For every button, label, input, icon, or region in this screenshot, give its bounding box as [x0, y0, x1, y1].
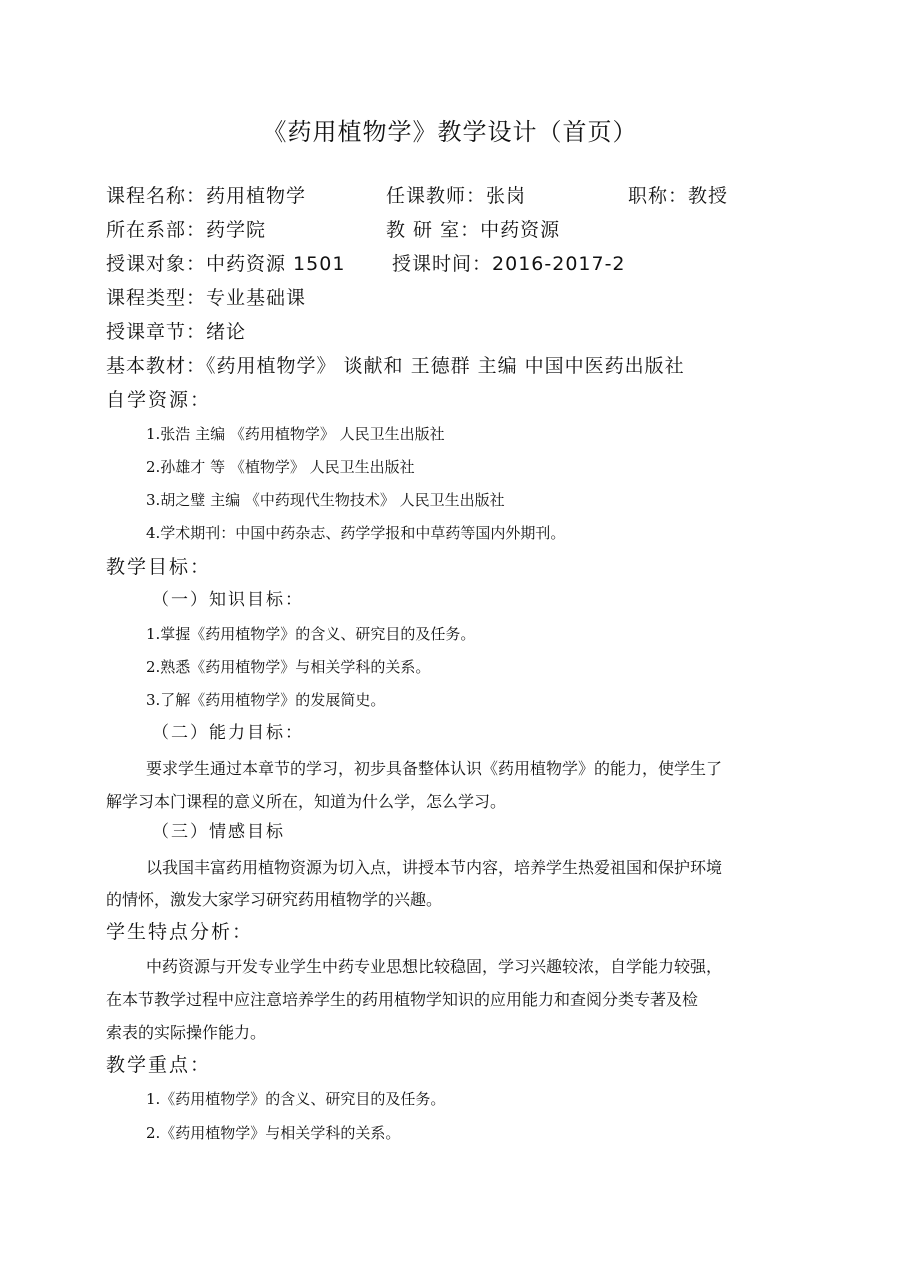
chapter-value: 绪论: [206, 321, 247, 343]
ability-text-line: 要求学生通过本章节的学习，初步具备整体认识《药用植物学》的能力，使学生了: [146, 759, 723, 778]
chapter-label: 授课章节：: [106, 321, 207, 343]
type-label: 课程类型：: [106, 287, 207, 309]
emotion-text-line: 以我国丰富药用植物资源为切入点，讲授本节内容，培养学生热爱祖国和保护环境: [146, 858, 723, 877]
student-analysis-line: 中药资源与开发专业学生中药专业思想比较稳固，学习兴趣较浓，自学能力较强，: [146, 957, 723, 976]
self-study-item: 4.学术期刊：中国中药杂志、药学学报和中草药等国内外期刊。: [146, 524, 566, 542]
dept-row: [106, 219, 266, 242]
time-value: 2016-2017-2: [492, 253, 626, 275]
audience-label: 授课对象：: [106, 253, 207, 275]
dept-value: 药学院: [206, 219, 267, 241]
audience-row: [106, 253, 345, 276]
dept-label: 所在系部：: [106, 219, 207, 241]
textbook-value: 《药用植物学》 谈献和 王德群 主编 中国中医药出版社: [206, 355, 685, 377]
course-name-value: 药用植物学: [206, 185, 307, 207]
self-study-heading: 自学资源：: [106, 389, 212, 411]
teacher-row: [386, 185, 526, 208]
student-analysis-heading: 学生特点分析：: [106, 921, 254, 943]
key-point-item: 2.《药用植物学》与相关学科的关系。: [146, 1124, 401, 1142]
office-label: 教 研 室：: [386, 219, 481, 241]
emotion-text-line: 的情怀，激发大家学习研究药用植物学的兴趣。: [106, 890, 443, 909]
key-points-heading: 教学重点：: [106, 1054, 212, 1076]
rank-label: 职称：: [628, 185, 689, 207]
rank-value: 教授: [688, 185, 729, 207]
key-point-item: 1.《药用植物学》的含义、研究目的及任务。: [146, 1090, 446, 1108]
self-study-item: 3.胡之璧 主编 《中药现代生物技术》 人民卫生出版社: [146, 491, 505, 509]
student-analysis-line: 在本节教学过程中应注意培养学生的药用植物学知识的应用能力和查阅分类专著及检: [106, 990, 699, 1009]
chapter-row: [106, 321, 246, 344]
page-title: 《药用植物学》教学设计（首页）: [262, 118, 638, 146]
type-row: [106, 287, 306, 310]
knowledge-heading: （一）知识目标：: [152, 590, 304, 610]
time-row: [392, 253, 626, 276]
ability-heading: （二）能力目标：: [152, 723, 304, 743]
course-name-label: 课程名称：: [106, 185, 207, 207]
rank-row: [628, 185, 728, 208]
self-study-item: 1.张浩 主编 《药用植物学》 人民卫生出版社: [146, 425, 445, 443]
objectives-heading: 教学目标：: [106, 556, 212, 578]
course-name-row: [106, 185, 306, 208]
self-study-item: 2.孙雄才 等 《植物学》 人民卫生出版社: [146, 458, 415, 476]
textbook-label: 基本教材：: [106, 355, 207, 377]
ability-text-line: 解学习本门课程的意义所在，知道为什么学，怎么学习。: [106, 792, 507, 811]
knowledge-item: 2.熟悉《药用植物学》与相关学科的关系。: [146, 658, 431, 676]
student-analysis-line: 索表的实际操作能力。: [106, 1023, 267, 1042]
time-label: 授课时间：: [392, 253, 493, 275]
type-value: 专业基础课: [206, 287, 307, 309]
textbook-row: [106, 355, 685, 378]
office-value: 中药资源: [480, 219, 561, 241]
audience-value: 中药资源 1501: [206, 253, 346, 275]
emotion-heading: （三）情感目标: [152, 822, 285, 842]
knowledge-item: 3.了解《药用植物学》的发展简史。: [146, 691, 386, 709]
knowledge-item: 1.掌握《药用植物学》的含义、研究目的及任务。: [146, 625, 476, 643]
office-row: [386, 219, 560, 242]
teacher-label: 任课教师：: [386, 185, 487, 207]
teacher-value: 张岗: [486, 185, 527, 207]
